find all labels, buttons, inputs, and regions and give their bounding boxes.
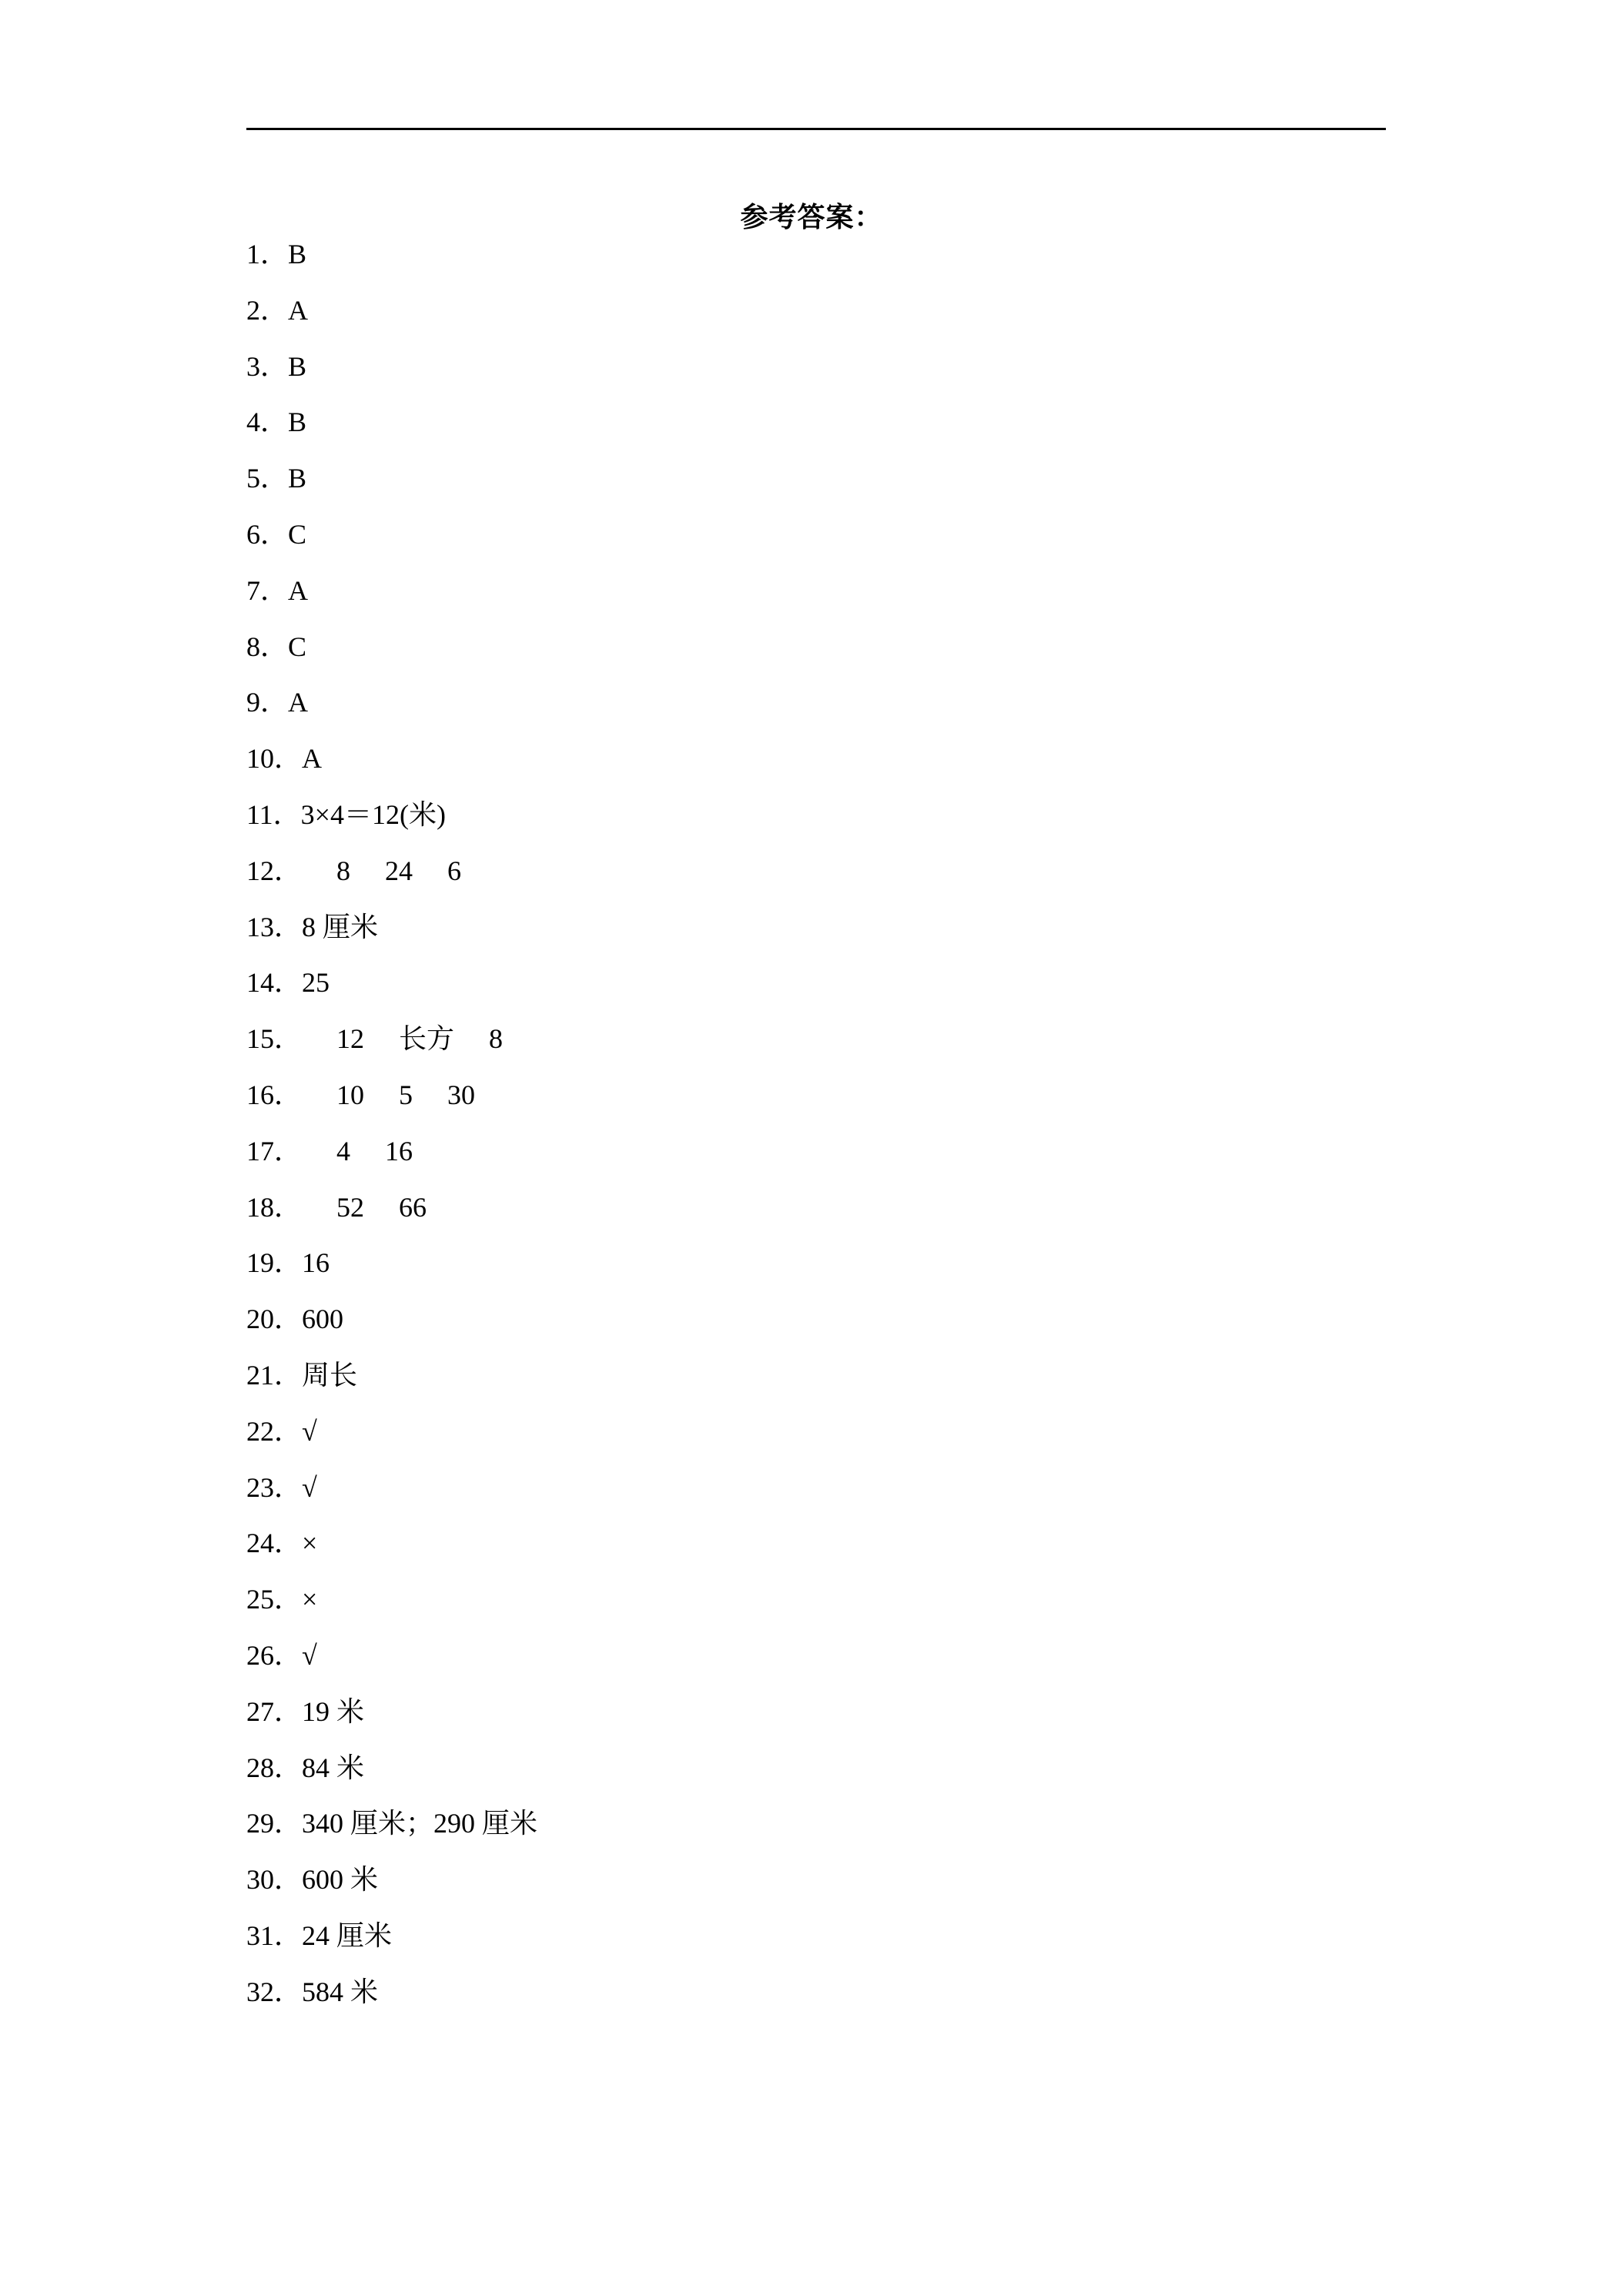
answer-number: 32． xyxy=(246,1976,303,2007)
answer-value: √ xyxy=(302,1415,317,1447)
answer-value: 24 厘米 xyxy=(302,1919,393,1951)
answer-item xyxy=(246,793,537,849)
answer-value: 600 米 xyxy=(302,1864,379,1896)
answer-number: 7． xyxy=(246,574,289,606)
page-title: 参考答案： xyxy=(740,202,883,233)
answer-value: 84 米 xyxy=(302,1752,365,1783)
answer-value: 52 66 xyxy=(302,1191,427,1223)
answer-value: √ xyxy=(302,1639,317,1671)
answer-item xyxy=(246,345,537,401)
answer-number: 31． xyxy=(246,1919,303,1951)
answer-item xyxy=(246,1634,537,1690)
header-rule xyxy=(246,128,1386,130)
answer-item xyxy=(246,961,537,1017)
answer-number: 1． xyxy=(246,239,289,269)
answer-value: B xyxy=(288,350,307,382)
answer-item xyxy=(246,1746,537,1802)
answer-value: 8 厘米 xyxy=(302,911,379,942)
answer-value: A xyxy=(288,574,309,606)
answer-item xyxy=(246,233,537,289)
answer-item xyxy=(246,905,537,962)
answer-item xyxy=(246,1466,537,1522)
answer-number: 28． xyxy=(246,1752,303,1783)
answer-list xyxy=(246,233,537,2027)
answer-item xyxy=(246,569,537,625)
answer-value: 12 长方 8 xyxy=(302,1023,504,1055)
answer-number: 30． xyxy=(246,1864,303,1896)
answer-value: B xyxy=(288,463,307,494)
answer-number: 27． xyxy=(246,1695,303,1727)
answer-item xyxy=(246,1186,537,1242)
answer-number: 15． xyxy=(246,1023,303,1055)
answer-value: 25 xyxy=(302,967,330,999)
answer-item xyxy=(246,1354,537,1410)
answer-item xyxy=(246,1690,537,1746)
answer-value: A xyxy=(302,743,323,775)
answer-value: 3×4＝12(米) xyxy=(300,798,446,830)
answer-item xyxy=(246,1297,537,1354)
answer-item xyxy=(246,513,537,569)
answer-item xyxy=(246,737,537,793)
answer-value: A xyxy=(288,687,309,718)
answer-number: 2． xyxy=(246,294,289,326)
answer-number: 3． xyxy=(246,350,289,382)
answer-value: A xyxy=(288,294,309,326)
answer-number: 24． xyxy=(246,1528,303,1559)
answer-number: 23． xyxy=(246,1471,303,1503)
answer-number: 12． xyxy=(246,855,303,886)
answer-value: 584 米 xyxy=(302,1976,379,2007)
answer-value: 19 米 xyxy=(302,1695,365,1727)
answer-value: √ xyxy=(302,1471,317,1503)
answer-number: 11． xyxy=(246,798,301,830)
answer-number: 20． xyxy=(246,1304,303,1335)
answer-value: × xyxy=(302,1584,318,1615)
answer-number: 18． xyxy=(246,1191,303,1223)
answer-item xyxy=(246,400,537,457)
answer-number: 17． xyxy=(246,1135,303,1166)
answer-value: 10 5 30 xyxy=(302,1079,476,1110)
answer-value: C xyxy=(288,631,307,662)
answer-value: B xyxy=(288,239,307,269)
answer-item xyxy=(246,1130,537,1186)
answer-item xyxy=(246,1858,537,1914)
answer-number: 6． xyxy=(246,518,289,550)
answer-item xyxy=(246,1802,537,1858)
answer-value: 340 厘米；290 厘米 xyxy=(302,1808,538,1839)
answer-number: 13． xyxy=(246,911,303,942)
answer-item xyxy=(246,1017,537,1073)
answer-number: 26． xyxy=(246,1639,303,1671)
answer-number: 22． xyxy=(246,1415,303,1447)
answer-item xyxy=(246,1073,537,1130)
answer-value: 8 24 6 xyxy=(302,855,462,886)
answer-item xyxy=(246,1521,537,1578)
answer-number: 16． xyxy=(246,1079,303,1110)
answer-item xyxy=(246,457,537,513)
answer-number: 10． xyxy=(246,743,303,775)
answer-number: 19． xyxy=(246,1247,303,1279)
answer-number: 9． xyxy=(246,687,289,718)
answer-number: 14． xyxy=(246,967,303,999)
answer-item xyxy=(246,1914,537,1970)
answer-value: 周长 xyxy=(302,1359,358,1391)
answer-item xyxy=(246,1410,537,1466)
answer-item xyxy=(246,849,537,905)
answer-item xyxy=(246,1578,537,1634)
answer-value: 4 16 xyxy=(302,1135,413,1166)
answer-number: 25． xyxy=(246,1584,303,1615)
answer-value: × xyxy=(302,1528,318,1559)
answer-item xyxy=(246,625,537,681)
answer-number: 4． xyxy=(246,407,289,438)
answer-item xyxy=(246,681,537,737)
answer-item xyxy=(246,1970,537,2027)
answer-number: 5． xyxy=(246,463,289,494)
answer-item xyxy=(246,1241,537,1297)
answer-number: 29． xyxy=(246,1808,303,1839)
answer-value: B xyxy=(288,407,307,438)
answer-number: 8． xyxy=(246,631,289,662)
answer-item xyxy=(246,289,537,345)
answer-number: 21． xyxy=(246,1359,303,1391)
answer-value: 16 xyxy=(302,1247,330,1279)
answer-value: 600 xyxy=(302,1304,344,1335)
answer-value: C xyxy=(288,518,307,550)
